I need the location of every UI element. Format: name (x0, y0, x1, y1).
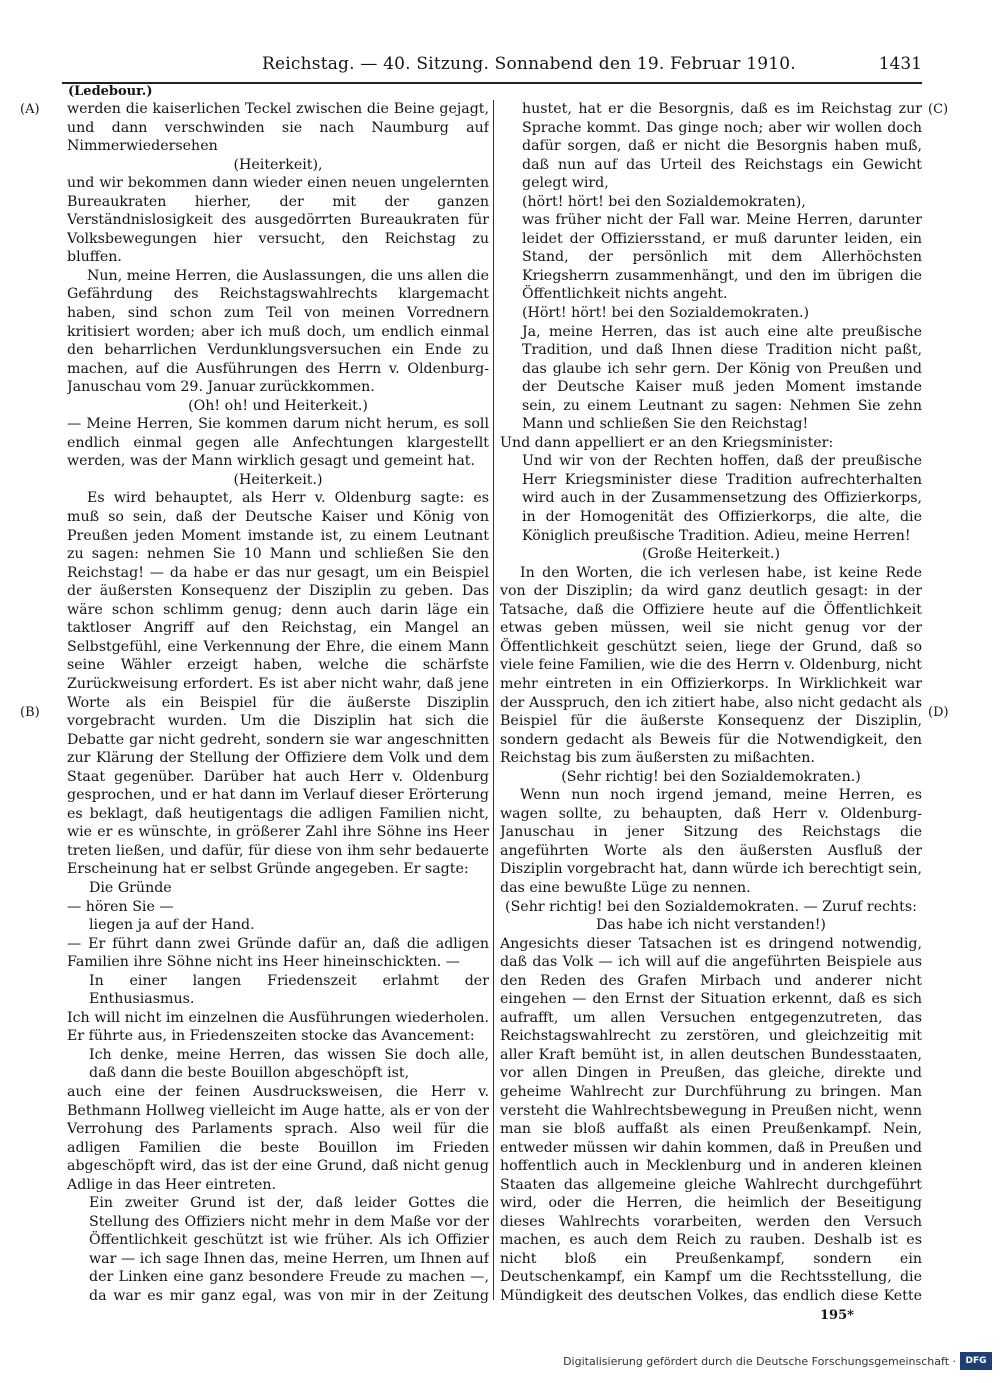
margin-mark-b: (B) (20, 705, 40, 720)
interjection: (Große Heiterkeit.) (641, 546, 781, 563)
page-number: 1431 (878, 54, 922, 74)
paragraph: und wir bekommen dann wieder einen neuen ungelernten Bureaukraten hierher, der mit der ganzen Verständnislosigkeit des ausgedörrten Bureaukraten für Volksbewegungen hier versucht, den Reichstag zu bluffen. (67, 175, 489, 266)
signature-mark: 195* (820, 1308, 854, 1323)
quote-line: hustet, hat er die Besorgnis, daß es im Reichstag zur Sprache kommt. Das ginge noch; aber wir wollen doch dafür sorgen, daß er nicht die Besorgnis haben muß, daß nun auf das Urteil des Reichstags ein Gewicht gelegt wird, (522, 101, 922, 192)
paragraph: Es wird behauptet, als Herr v. Oldenburg sagte: es muß so sein, daß der Deutsche Kaiser und König von Preußen jeden Moment imstande ist, zu einem Leutnant zu sagen: nehmen Sie 10 Mann und schließen Sie den Reichstag! — da habe er das nur gesagt, um ein Beispiel der äußersten Konsequenz der Disziplin zu geben. Das wäre schon schlimm genug; denn auch darin läge ein taktloser Angriff auf den Reichstag, ein Mangel an Selbstgefühl, eine Verkennung der Ehre, die einem Mann seine Wähler erzeigt haben, welche die schärfste Zurückweisung erfordert. Es ist aber nicht wahr, daß jene Worte als ein Beispiel für die äußerste Disziplin vorgebracht wurden. Um die Disziplin hat sich die Debatte gar nicht gedreht, sondern sie war angeschnitten zur Klärung der Stellung der Offiziere dem Volk und dem Staat gegenüber. Darüber hat auch Herr v. Oldenburg gesprochen, und er hat dann im Verlauf dieser Erörterung es beklagt, daß heutigentags die adligen Familien nicht, wie er es wünschte, in größerer Zahl ihre Söhne ins Heer treten ließen, und dafür, für diese von ihm sehr bedauerte Erscheinung hat er selbst Gründe angegeben. Er sagte: (67, 490, 489, 878)
dfg-logo: DFG (960, 1352, 992, 1370)
interjection: (hört! hört! bei den Sozialdemokraten), (522, 193, 806, 210)
running-header (62, 52, 922, 84)
paragraph: Angesichts dieser Tatsachen ist es dringend notwendig, daß das Volk — ich will auf die angeführten Beispiele aus den Reden des Grafen Mirbach und anderer nicht eingehen — den Ernst der Situation erkennt, daß es sich aufrafft, um allen Versuchen entgegenzutreten, das Reichstagswahlrecht zu zerstören, und gleichzeitig mit aller Kraft bemüht ist, in allen deutschen Bundesstaaten, vor allen Dingen in Preußen, das gleiche, direkte und geheime Wahlrecht zur Durchführung zu bringen. Man versteht die Wahlrechtsbewegung in Preußen nicht, wenn man sie bloß auffaßt als einen Preußenkampf. Nein, entweder müssen wir dahin kommen, daß in Preußen und hoffentlich auch in Mecklenburg und in anderen kleinen Staaten das allgemeine gleiche Wahlrecht durchgeführt wird, oder die Herren, die heimlich der Beseitigung dieses Wahlrechts vorarbeiten, werden den Versuch machen, es auch dem Reich zu rauben. Deshalb ist es nicht bloß ein Preußenkampf, sondern ein Deutschenkampf, ein Kampf um die Rechtsstellung, die Mündigkeit des deutschen Volkes, das endlich diese Kette (500, 935, 922, 1304)
paragraph: Wenn nun noch irgend jemand, meine Herren, es wagen sollte, zu behaupten, daß Herr v. Oldenburg-Januschau in jener Sitzung des Reichstags die angeführten Worte als den äußersten Ausfluß der Disziplin vorgebracht hat, dann würde ich berechtigt sein, das eine bewußte Lüge zu nennen. (500, 787, 922, 896)
interjection: (Oh! oh! und Heiterkeit.) (188, 397, 368, 414)
paragraph: auch eine der feinen Ausdrucksweisen, die Herr v. Bethmann Hollweg vielleicht im Auge hatte, als er von der Verrohung des Parlaments sprach. Also weil für die adligen Familien die beste Bouillon im Frieden abgeschöpft wird, das ist der eine Grund, daß nicht genug Adlige in das Heer eintreten. (67, 1083, 489, 1193)
margin-mark-d: (D) (928, 705, 949, 720)
quote-line: In einer langen Friedenszeit erlahmt der Enthusiasmus. (89, 972, 489, 1008)
margin-mark-c: (C) (928, 102, 949, 117)
quote-line: liegen ja auf der Hand. (89, 917, 255, 934)
digitization-credit: Digitalisierung gefördert durch die Deutsche Forschungsgemeinschaft · (563, 1355, 956, 1368)
paragraph: — Er führt dann zwei Gründe dafür an, daß die adligen Familien ihre Söhne nicht ins Heer hineinschickten. — (67, 935, 489, 971)
interjection: (Heiterkeit.) (233, 471, 323, 488)
interjection: (Heiterkeit), (233, 156, 323, 173)
quote-line: Und wir von der Rechten hoffen, daß der preußische Herr Kriegsminister diese Tradition aufrechterhalten wird auch in der Zusammensetzung des Offizierkorps, in der Homogenität des Offizierkorps, die alte, die Königlich preußische Tradition. Adieu, meine Herren! (522, 453, 922, 544)
interjection: (Sehr richtig! bei den Sozialdemokraten.) (561, 768, 861, 785)
margin-mark-a: (A) (20, 102, 40, 117)
paragraph: In den Worten, die ich verlesen habe, ist keine Rede von der Disziplin; da wird ganz deutlich gesagt: in der Tatsache, daß die Offiziere heute auf die Öffentlichkeit etwas geben müssen, weil sie nicht genug vor der Öffentlichkeit geschützt seien, liege der Grund, daß so viele feine Familien, wie die des Herrn v. Oldenburg, nicht mehr eintreten in ein Offizierkorps. In Wirklichkeit war der Ausspruch, den ich zitiert habe, also nicht gedacht als Beispiel für die äußerste Konsequenz der Disziplin, sondern gedacht als Beweis für die Notwendigkeit, den Reichstag bis zum äußersten zu mißachten. (500, 564, 922, 767)
column-divider (493, 100, 494, 1300)
paragraph: — Meine Herren, Sie kommen darum nicht herum, es soll endlich einmal gegen alle Anfechtungen klargestellt werden, was der Mann wirklich gesagt und gemeint hat. (67, 416, 489, 470)
speaker-name: (Ledebour.) (68, 84, 153, 99)
quote-line: Ein zweiter Grund ist der, daß leider Gottes die Stellung des Offiziers nicht mehr in dem Maße vor der Öffentlichkeit geschützt ist wie früher. Als ich Offizier war — ich sage Ihnen das, meine Herren, um Ihnen auf der Linken eine ganz besondere Freude zu machen —, da war es mir ganz egal, was von mir in der Zeitung (89, 1195, 489, 1304)
paragraph: Und dann appelliert er an den Kriegsminister: (500, 434, 834, 451)
footer (0, 1349, 1000, 1383)
quote-line: Ja, meine Herren, das ist auch eine alte preußische Tradition, und daß Ihnen diese Tradition nicht paßt, das glaube ich sehr gern. Der König von Preußen und der Deutsche Kaiser muß jeden Moment imstande sein, zu einem Leutnant zu sagen: Nehmen Sie zehn Mann und schließen Sie den Reichstag! (522, 323, 922, 433)
interjection: (Sehr richtig! bei den Sozialdemokraten. — Zuruf rechts: Das habe ich nicht verstanden!) (505, 898, 917, 934)
paragraph: Nun, meine Herren, die Auslassungen, die uns allen die Gefährdung des Reichstagswahlrechts klargemacht haben, sind schon zum Teil von meinen Vorrednern kritisiert worden; aber ich muß doch, um endlich einmal den beharrlichen Verdunklungsversuchen ein Ende zu machen, auf die Ausführungen des Herrn v. Oldenburg-Januschau vom 29. Januar zurückkommen. (67, 267, 489, 396)
header-title: Reichstag. — 40. Sitzung. Sonnabend den 19. Februar 1910. (262, 54, 796, 74)
paragraph: — hören Sie — (67, 898, 174, 915)
interjection: (Hört! hört! bei den Sozialdemokraten.) (522, 305, 810, 322)
quote-line: Die Gründe (89, 879, 172, 896)
left-column (67, 100, 489, 1305)
quote-line: Ich denke, meine Herren, das wissen Sie doch alle, daß dann die beste Bouillon abgeschöpft ist, (89, 1046, 489, 1082)
paragraph: werden die kaiserlichen Teckel zwischen die Beine gejagt, und dann verschwinden sie nach Naumburg auf Nimmerwiedersehen (67, 101, 489, 155)
paragraph: Ich will nicht im einzelnen die Ausführungen wiederholen. Er führte aus, in Friedenszeiten stocke das Avancement: (67, 1009, 489, 1045)
quote-line: was früher nicht der Fall war. Meine Herren, darunter leidet der Offiziersstand, er muß darunter leiden, ein Stand, der persönlich mit dem Allerhöchsten Kriegsherrn zusammenhängt, und den im übrigen die Öffentlichkeit nichts angeht. (522, 212, 922, 303)
right-column (500, 100, 922, 1305)
